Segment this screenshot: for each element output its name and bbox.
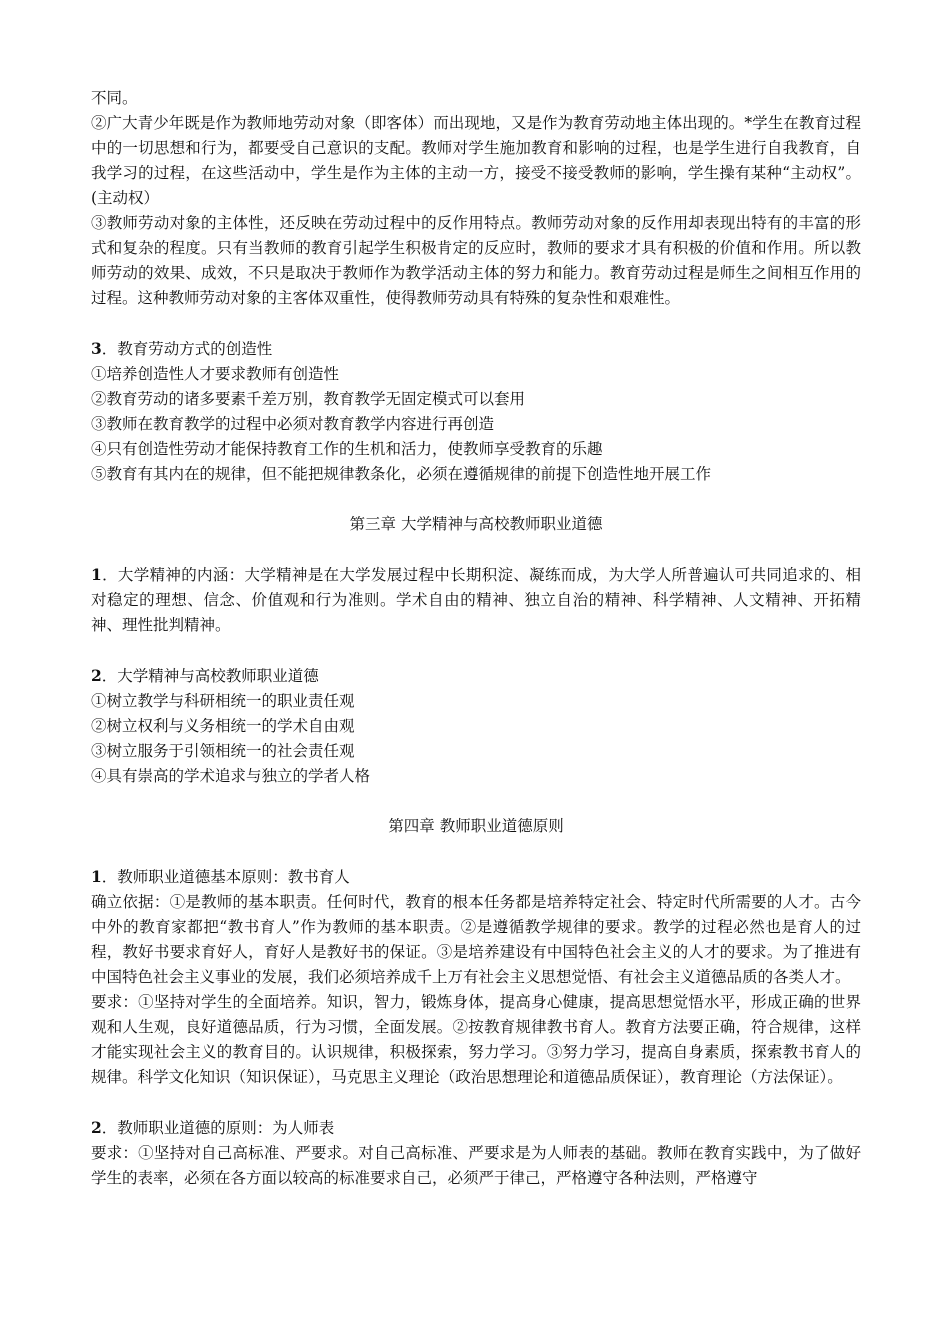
section-title: ．大学精神与高校教师职业道德 bbox=[101, 667, 319, 685]
paragraph: 要求：①坚持对学生的全面培养。知识，智力，锻炼身体，提高身心健康，提高思想觉悟水平，形成正确的世界观和人生观，良好道德品质，行为习惯，全面发展。②按教育规律教书育人。教育方法要正确，符合规律，这样才能实现社会主义的教育目的。认识规律，积极探索，努力学习。③努力学习，提高自身素质，探索教书育人的规律。科学文化知识（知识保证），马克思主义理论（政治思想理论和道德品质保证），教育理论（方法保证）。 bbox=[91, 993, 861, 1086]
section-title: ．教师职业道德的原则：为人师表 bbox=[101, 1119, 335, 1137]
section-text: ．大学精神的内涵：大学精神是在大学发展过程中长期积淀、凝练而成，为大学人所普遍认可共同追求的、相对稳定的理想、信念、价值观和行为准则。学术自由的精神、独立自治的精神、科学精神、人文精神、开拓精神、理性批判精神。 bbox=[91, 566, 861, 634]
paragraph: ②广大青少年既是作为教师地劳动对象（即客体）而出现地，又是作为教育劳动地主体出现的。*学生在教育过程中的一切思想和行为，都要受自己意识的支配。教师对学生施加教育和影响的过程，也是学生进行自我教育，自我学习的过程，在这些活动中，学生是作为主体的主动一方，接受不接受教师的影响，学生操有某种“主动权”。(主动权） bbox=[91, 114, 861, 207]
section-heading bbox=[91, 1115, 861, 1141]
section-number: 1 bbox=[91, 867, 102, 886]
chapter-title: 第三章 大学精神与高校教师职业道德 bbox=[349, 515, 603, 533]
paragraph bbox=[91, 562, 861, 638]
list-item: ①树立教学与科研相统一的职业责任观 bbox=[91, 692, 355, 710]
section-number: 1 bbox=[91, 565, 102, 584]
list-item: ④具有崇高的学术追求与独立的学者人格 bbox=[91, 767, 371, 785]
section-number: 2 bbox=[91, 1118, 102, 1137]
section-number: 2 bbox=[91, 666, 102, 685]
document-page bbox=[91, 86, 861, 1191]
section-title: ．教师职业道德基本原则：教书育人 bbox=[101, 868, 350, 886]
paragraph: 确立依据：①是教师的基本职责。任何时代，教育的根本任务都是培养特定社会、特定时代所需要的人才。古今中外的教育家都把“教书育人”作为教师的基本职责。②是遵循教学规律的要求。教学的过程必然也是育人的过程，教好书要求育好人，育好人是教好书的保证。③是培养建设有中国特色社会主义的人才的要求。为了推进有中国特色社会主义事业的发展，我们必须培养成千上万有社会主义思想觉悟、有社会主义道德品质的各类人才。 bbox=[91, 893, 861, 986]
paragraph: 要求：①坚持对自己高标准、严要求。对自己高标准、严要求是为人师表的基础。教师在教育实践中，为了做好学生的表率，必须在各方面以较高的标准要求自己，必须严于律己，严格遵守各种法则，严格遵守 bbox=[91, 1144, 861, 1187]
chapter-title: 第四章 教师职业道德原则 bbox=[388, 817, 564, 835]
section-title: ．教育劳动方式的创造性 bbox=[101, 340, 273, 358]
paragraph: 不同。 bbox=[91, 89, 138, 107]
list-item: ①培养创造性人才要求教师有创造性 bbox=[91, 365, 340, 383]
section-number: 3 bbox=[91, 339, 102, 358]
section-heading bbox=[91, 663, 861, 689]
list-item: ④只有创造性劳动才能保持教育工作的生机和活力，使教师享受教育的乐趣 bbox=[91, 440, 603, 458]
section-heading bbox=[91, 864, 861, 890]
list-item: ②教育劳动的诸多要素千差万别，教育教学无固定模式可以套用 bbox=[91, 390, 526, 408]
list-item: ⑤教育有其内在的规律，但不能把规律教条化，必须在遵循规律的前提下创造性地开展工作 bbox=[91, 465, 712, 483]
section-heading bbox=[91, 336, 861, 362]
list-item: ③教师在教育教学的过程中必须对教育教学内容进行再创造 bbox=[91, 415, 495, 433]
paragraph: ③教师劳动对象的主体性，还反映在劳动过程中的反作用特点。教师劳动对象的反作用却表现出特有的丰富的形式和复杂的程度。只有当教师的教育引起学生积极肯定的反应时，教师的要求才具有积极的价值和作用。所以教师劳动的效果、成效，不只是取决于教师作为教学活动主体的努力和能力。教育劳动过程是师生之间相互作用的过程。这种教师劳动对象的主客体双重性，使得教师劳动具有特殊的复杂性和艰难性。 bbox=[91, 214, 861, 307]
list-item: ③树立服务于引领相统一的社会责任观 bbox=[91, 742, 355, 760]
list-item: ②树立权利与义务相统一的学术自由观 bbox=[91, 717, 355, 735]
